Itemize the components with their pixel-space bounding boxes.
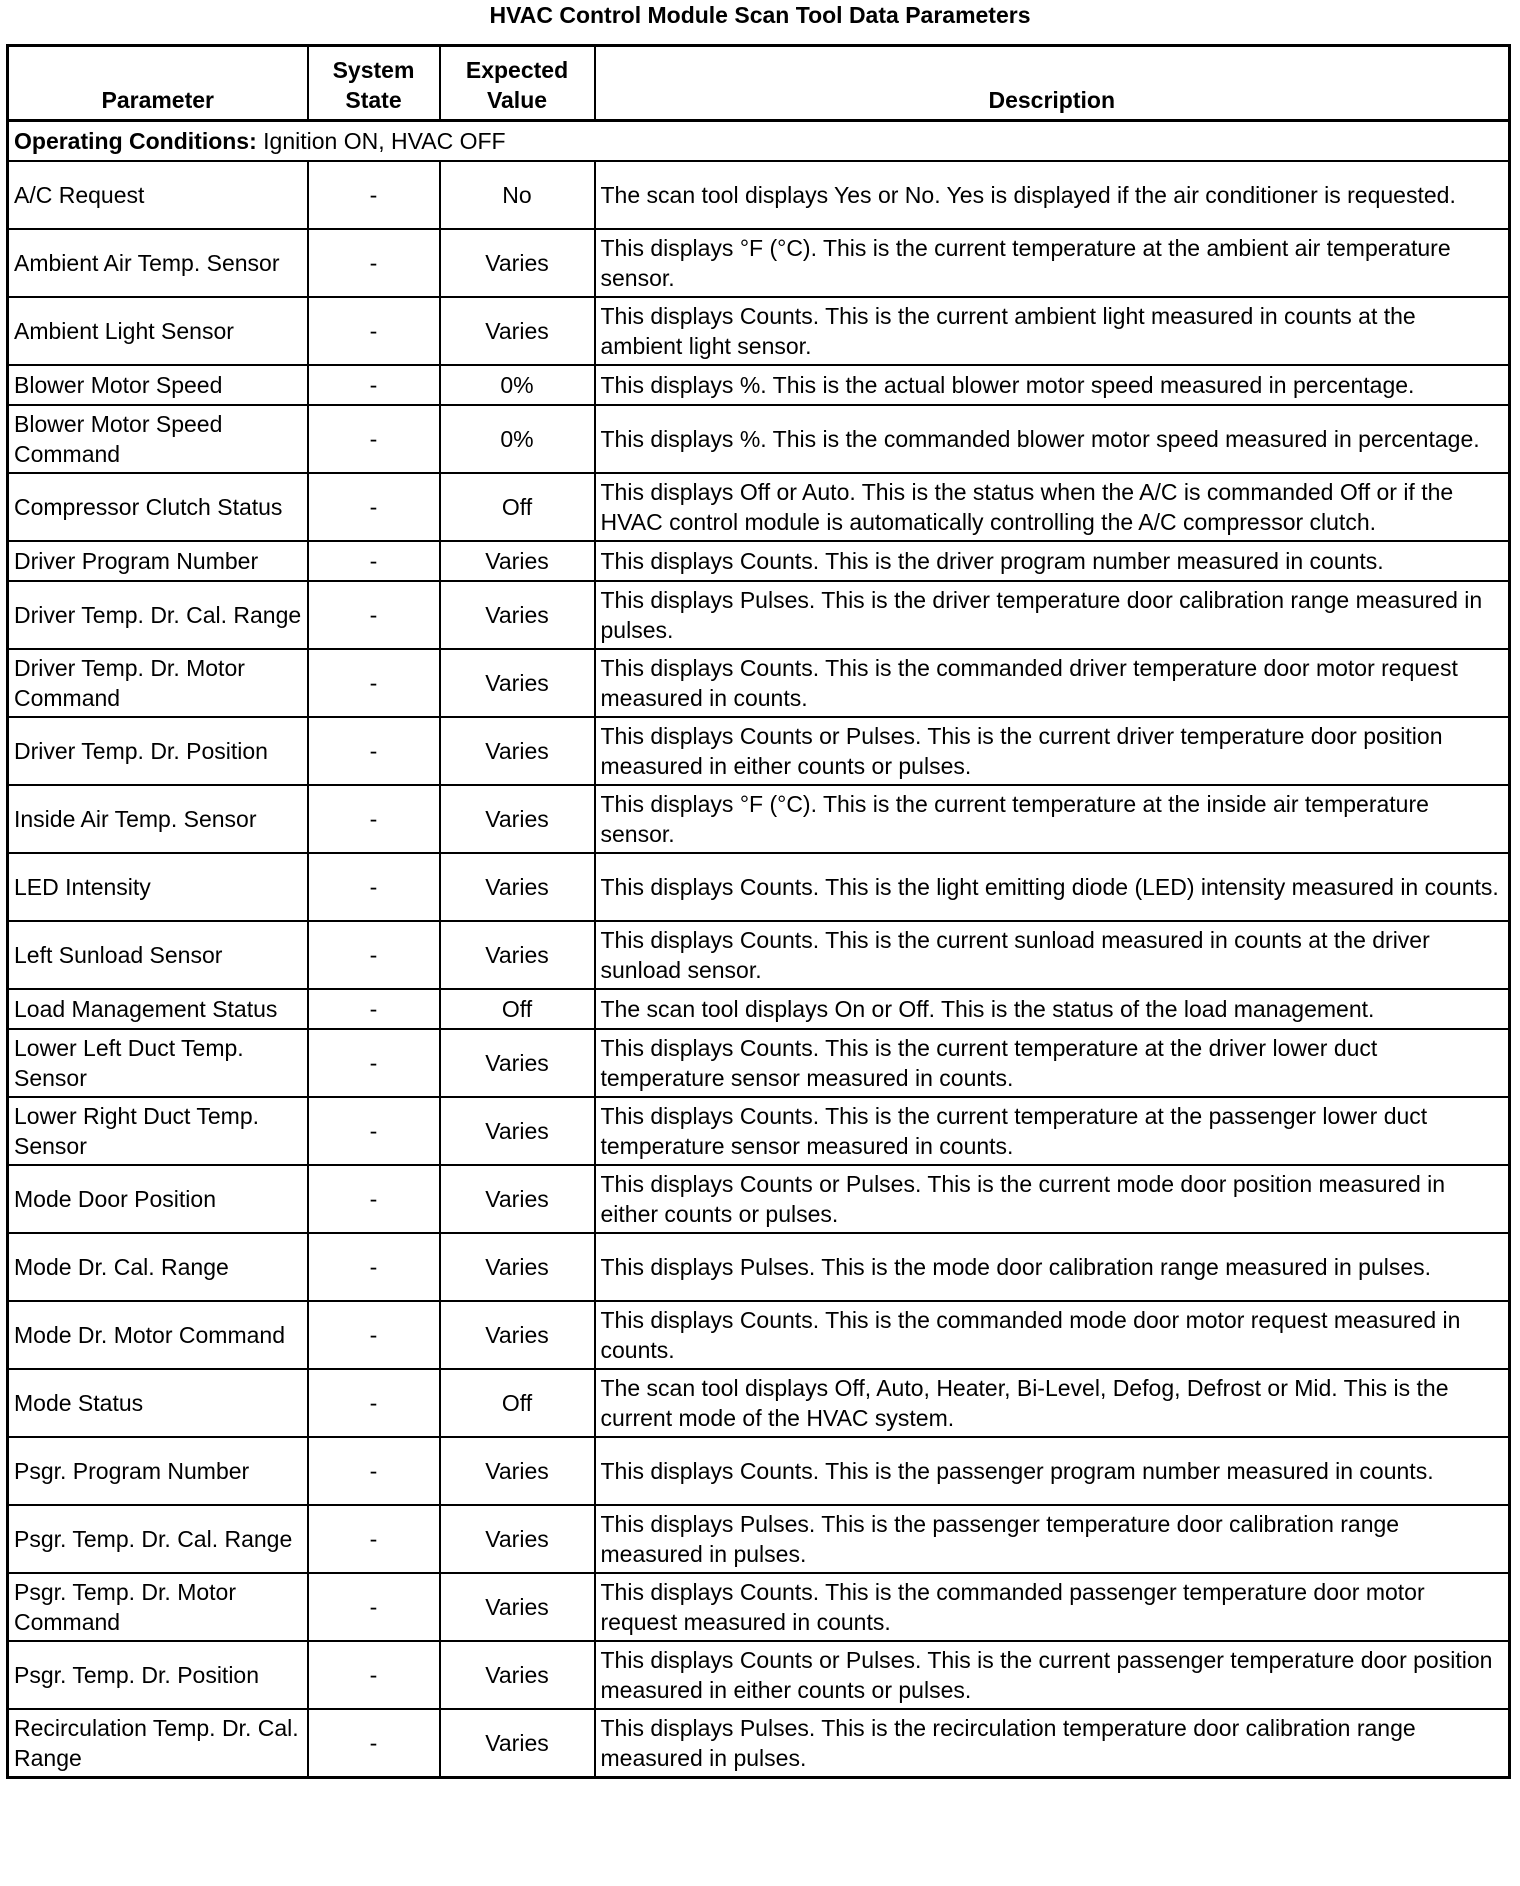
- table-row: [8, 541, 1510, 581]
- system-state-cell: -: [308, 405, 440, 473]
- system-state-cell: -: [308, 297, 440, 365]
- parameter-cell: Driver Temp. Dr. Motor Command: [8, 649, 308, 717]
- description-cell: This displays Off or Auto. This is the status when the A/C is commanded Off or if the HVAC control module is automatically controlling the A/C compressor clutch.: [595, 473, 1510, 541]
- table-row: [8, 581, 1510, 649]
- expected-value-cell: Varies: [440, 1573, 595, 1641]
- parameter-cell: Mode Door Position: [8, 1165, 308, 1233]
- expected-value-cell: Varies: [440, 297, 595, 365]
- table-row: [8, 1165, 1510, 1233]
- table-row: [8, 1573, 1510, 1641]
- parameter-cell: Lower Right Duct Temp. Sensor: [8, 1097, 308, 1165]
- parameter-cell: Compressor Clutch Status: [8, 473, 308, 541]
- operating-conditions-value: Ignition ON, HVAC OFF: [256, 128, 506, 154]
- expected-value-cell: Varies: [440, 1641, 595, 1709]
- parameter-cell: Ambient Light Sensor: [8, 297, 308, 365]
- parameter-cell: Psgr. Temp. Dr. Cal. Range: [8, 1505, 308, 1573]
- header-expected-value: Expected Value: [440, 46, 595, 121]
- parameter-cell: Left Sunload Sensor: [8, 921, 308, 989]
- description-cell: This displays Counts. This is the light emitting diode (LED) intensity measured in counts.: [595, 853, 1510, 921]
- expected-value-cell: Varies: [440, 1097, 595, 1165]
- system-state-cell: -: [308, 229, 440, 297]
- expected-value-cell: Varies: [440, 1029, 595, 1097]
- system-state-cell: -: [308, 717, 440, 785]
- table-row: [8, 1233, 1510, 1301]
- table-row: [8, 1709, 1510, 1778]
- system-state-cell: -: [308, 1369, 440, 1437]
- description-cell: This displays °F (°C). This is the current temperature at the ambient air temperature sensor.: [595, 229, 1510, 297]
- parameter-cell: Mode Dr. Cal. Range: [8, 1233, 308, 1301]
- expected-value-cell: Varies: [440, 1437, 595, 1505]
- system-state-cell: -: [308, 1709, 440, 1778]
- operating-conditions-cell: [8, 121, 1510, 162]
- parameters-table: [6, 44, 1511, 1779]
- system-state-cell: -: [308, 853, 440, 921]
- parameter-cell: A/C Request: [8, 161, 308, 229]
- system-state-cell: -: [308, 989, 440, 1029]
- expected-value-cell: Varies: [440, 921, 595, 989]
- description-cell: This displays Pulses. This is the recirculation temperature door calibration range measured in pulses.: [595, 1709, 1510, 1778]
- expected-value-cell: Varies: [440, 1165, 595, 1233]
- description-cell: This displays Pulses. This is the mode door calibration range measured in pulses.: [595, 1233, 1510, 1301]
- header-system-state: System State: [308, 46, 440, 121]
- expected-value-cell: Varies: [440, 541, 595, 581]
- system-state-cell: -: [308, 785, 440, 853]
- description-cell: This displays Counts. This is the current temperature at the driver lower duct temperature sensor measured in counts.: [595, 1029, 1510, 1097]
- system-state-cell: -: [308, 541, 440, 581]
- system-state-cell: -: [308, 1301, 440, 1369]
- parameter-cell: Ambient Air Temp. Sensor: [8, 229, 308, 297]
- expected-value-cell: Varies: [440, 717, 595, 785]
- expected-value-cell: Varies: [440, 581, 595, 649]
- parameter-cell: Recirculation Temp. Dr. Cal. Range: [8, 1709, 308, 1778]
- system-state-cell: -: [308, 1573, 440, 1641]
- expected-value-cell: Off: [440, 473, 595, 541]
- parameter-cell: Load Management Status: [8, 989, 308, 1029]
- expected-value-cell: Off: [440, 989, 595, 1029]
- system-state-cell: -: [308, 1233, 440, 1301]
- system-state-cell: -: [308, 1029, 440, 1097]
- description-cell: This displays Pulses. This is the passenger temperature door calibration range measured in pulses.: [595, 1505, 1510, 1573]
- description-cell: This displays Counts. This is the current temperature at the passenger lower duct temperature sensor measured in counts.: [595, 1097, 1510, 1165]
- expected-value-cell: Varies: [440, 1505, 595, 1573]
- parameter-cell: LED Intensity: [8, 853, 308, 921]
- expected-value-cell: Varies: [440, 853, 595, 921]
- description-cell: This displays Counts. This is the current sunload measured in counts at the driver sunload sensor.: [595, 921, 1510, 989]
- table-row: [8, 297, 1510, 365]
- table-row: [8, 1029, 1510, 1097]
- system-state-cell: -: [308, 1505, 440, 1573]
- operating-conditions-label: Operating Conditions:: [14, 128, 257, 154]
- expected-value-cell: Varies: [440, 229, 595, 297]
- table-row: [8, 161, 1510, 229]
- parameter-cell: Driver Temp. Dr. Position: [8, 717, 308, 785]
- description-cell: The scan tool displays Off, Auto, Heater, Bi-Level, Defog, Defrost or Mid. This is the current mode of the HVAC system.: [595, 1369, 1510, 1437]
- system-state-cell: -: [308, 161, 440, 229]
- expected-value-cell: Varies: [440, 1233, 595, 1301]
- description-cell: This displays %. This is the commanded blower motor speed measured in percentage.: [595, 405, 1510, 473]
- description-cell: This displays %. This is the actual blower motor speed measured in percentage.: [595, 365, 1510, 405]
- expected-value-cell: Varies: [440, 785, 595, 853]
- header-row: [8, 46, 1510, 121]
- expected-value-cell: Varies: [440, 1301, 595, 1369]
- description-cell: This displays Counts. This is the current ambient light measured in counts at the ambient light sensor.: [595, 297, 1510, 365]
- system-state-cell: -: [308, 649, 440, 717]
- table-row: [8, 921, 1510, 989]
- expected-value-cell: 0%: [440, 405, 595, 473]
- system-state-cell: -: [308, 581, 440, 649]
- table-row: [8, 785, 1510, 853]
- table-row: [8, 1301, 1510, 1369]
- expected-value-cell: Varies: [440, 1709, 595, 1778]
- description-cell: The scan tool displays Yes or No. Yes is displayed if the air conditioner is requested.: [595, 161, 1510, 229]
- table-row: [8, 1097, 1510, 1165]
- table-row: [8, 989, 1510, 1029]
- system-state-cell: -: [308, 365, 440, 405]
- table-row: [8, 649, 1510, 717]
- header-parameter: Parameter: [8, 46, 308, 121]
- table-row: [8, 717, 1510, 785]
- parameter-cell: Mode Dr. Motor Command: [8, 1301, 308, 1369]
- table-row: [8, 1505, 1510, 1573]
- table-row: [8, 473, 1510, 541]
- table-row: [8, 229, 1510, 297]
- system-state-cell: -: [308, 473, 440, 541]
- description-cell: This displays Counts. This is the commanded driver temperature door motor request measured in counts.: [595, 649, 1510, 717]
- table-row: [8, 1437, 1510, 1505]
- parameter-cell: Blower Motor Speed Command: [8, 405, 308, 473]
- description-cell: This displays Pulses. This is the driver temperature door calibration range measured in pulses.: [595, 581, 1510, 649]
- header-description: Description: [595, 46, 1510, 121]
- system-state-cell: -: [308, 921, 440, 989]
- parameter-cell: Lower Left Duct Temp. Sensor: [8, 1029, 308, 1097]
- description-cell: This displays °F (°C). This is the current temperature at the inside air temperature sensor.: [595, 785, 1510, 853]
- table-row: [8, 1369, 1510, 1437]
- parameter-cell: Psgr. Temp. Dr. Motor Command: [8, 1573, 308, 1641]
- parameter-cell: Driver Temp. Dr. Cal. Range: [8, 581, 308, 649]
- parameter-cell: Driver Program Number: [8, 541, 308, 581]
- system-state-cell: -: [308, 1097, 440, 1165]
- expected-value-cell: Varies: [440, 649, 595, 717]
- expected-value-cell: No: [440, 161, 595, 229]
- parameter-cell: Blower Motor Speed: [8, 365, 308, 405]
- system-state-cell: -: [308, 1437, 440, 1505]
- table-title: HVAC Control Module Scan Tool Data Parameters: [489, 2, 1031, 28]
- description-cell: This displays Counts or Pulses. This is the current mode door position measured in either counts or pulses.: [595, 1165, 1510, 1233]
- parameter-cell: Psgr. Program Number: [8, 1437, 308, 1505]
- system-state-cell: -: [308, 1641, 440, 1709]
- expected-value-cell: 0%: [440, 365, 595, 405]
- description-cell: This displays Counts. This is the passenger program number measured in counts.: [595, 1437, 1510, 1505]
- description-cell: This displays Counts. This is the commanded passenger temperature door motor request measured in counts.: [595, 1573, 1510, 1641]
- parameter-cell: Psgr. Temp. Dr. Position: [8, 1641, 308, 1709]
- expected-value-cell: Off: [440, 1369, 595, 1437]
- description-cell: This displays Counts. This is the driver program number measured in counts.: [595, 541, 1510, 581]
- table-row: [8, 365, 1510, 405]
- parameter-cell: Mode Status: [8, 1369, 308, 1437]
- description-cell: This displays Counts or Pulses. This is the current driver temperature door position measured in either counts or pulses.: [595, 717, 1510, 785]
- description-cell: This displays Counts. This is the commanded mode door motor request measured in counts.: [595, 1301, 1510, 1369]
- description-cell: This displays Counts or Pulses. This is the current passenger temperature door position measured in either counts or pulses.: [595, 1641, 1510, 1709]
- system-state-cell: -: [308, 1165, 440, 1233]
- table-row: [8, 853, 1510, 921]
- operating-conditions-row: [8, 121, 1510, 162]
- table-row: [8, 1641, 1510, 1709]
- parameter-cell: Inside Air Temp. Sensor: [8, 785, 308, 853]
- table-row: [8, 405, 1510, 473]
- description-cell: The scan tool displays On or Off. This is the status of the load management.: [595, 989, 1510, 1029]
